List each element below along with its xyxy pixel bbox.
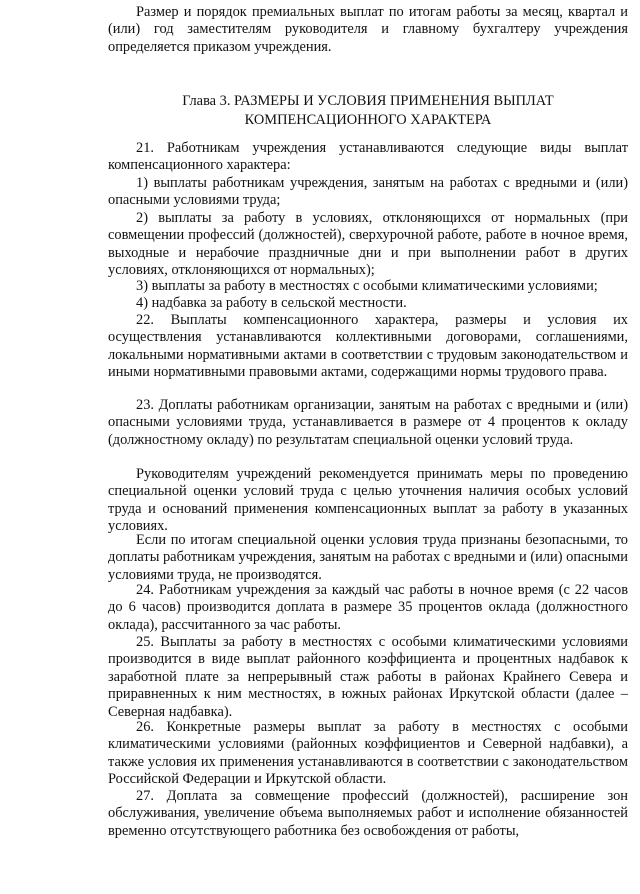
paragraph-21-item-2: 2) выплаты за работу в условиях, отклоняющихся от нормальных (при совмещении профессий (должностей), сверхурочной работе, работе в ночное время, выходные и нерабочие праздничные дни и при выполнении работ в других условиях, отклоняющихся от нормальных); — [108, 210, 628, 279]
paragraph-25: 25. Выплаты за работу в местностях с особыми климатическими условиями производится в виде выплат районного коэффициента и процентных надбавок к заработной плате за непрерывный стаж работы в районах Крайнего Севера и приравненных к ним местностях, в южных районах Иркутской области (далее – Северная надбавка). — [108, 634, 628, 720]
chapter-heading-line-2: КОМПЕНСАЦИОННОГО ХАРАКТЕРА — [244, 112, 492, 128]
paragraph-22: 22. Выплаты компенсационного характера, размеры и условия их осуществления устанавливаются коллективными договорами, соглашениями, локальными нормативными актами в соответствии с трудовым законодательством и иными нормативными правовыми актами, содержащими нормы трудового права. — [108, 312, 628, 381]
paragraph-23-recommendation: Руководителям учреждений рекомендуется принимать меры по проведению специальной оценки условий труда с целью уточнения наличия особых условий труда и оснований применения компенсационных выплат за работу в указанных условиях. — [108, 466, 628, 535]
paragraph-27: 27. Доплата за совмещение профессий (должностей), расширение зон обслуживания, увеличение объема выполняемых работ и исполнение обязанностей временно отсутствующего работника без освобождения от работы, — [108, 788, 628, 839]
paragraph-21: 21. Работникам учреждения устанавливаются следующие виды выплат компенсационного характера: — [108, 140, 628, 174]
chapter-heading — [108, 92, 628, 130]
intro-paragraph: Размер и порядок премиальных выплат по итогам работы за месяц, квартал и (или) год заместителям руководителя и главному бухгалтеру учреждения определяется приказом учреждения. — [108, 4, 628, 55]
paragraph-23: 23. Доплаты работникам организации, занятым на работах с вредными и (или) опасными условиями труда, устанавливается в размере от 4 процентов к окладу (должностному окладу) по результатам специальной оценки условий труда. — [108, 397, 628, 448]
paragraph-21-item-3: 3) выплаты за работу в местностях с особыми климатическими условиями; — [136, 278, 598, 294]
chapter-heading-line-1: Глава 3. РАЗМЕРЫ И УСЛОВИЯ ПРИМЕНЕНИЯ ВЫПЛАТ — [182, 93, 554, 109]
paragraph-24: 24. Работникам учреждения за каждый час работы в ночное время (с 22 часов до 6 часов) производится доплата в размере 35 процентов оклада (должностного оклада), рассчитанного за час работы. — [108, 582, 628, 633]
paragraph-26: 26. Конкретные размеры выплат за работу в местностях с особыми климатическими условиями (районных коэффициентов и Северной надбавки), а также условия их применения устанавливаются в соответствии с законодательством Российской Федерации и Иркутской области. — [108, 719, 628, 788]
paragraph-21-item-4: 4) надбавка за работу в сельской местности. — [136, 295, 407, 311]
paragraph-21-item-1: 1) выплаты работникам учреждения, занятым на работах с вредными и (или) опасными условиями труда; — [108, 175, 628, 209]
paragraph-23-safe-conditions: Если по итогам специальной оценки условия труда признаны безопасными, то доплаты работникам учреждения, занятым на работах с вредными и (или) опасными условиями труда, не производятся. — [108, 532, 628, 583]
